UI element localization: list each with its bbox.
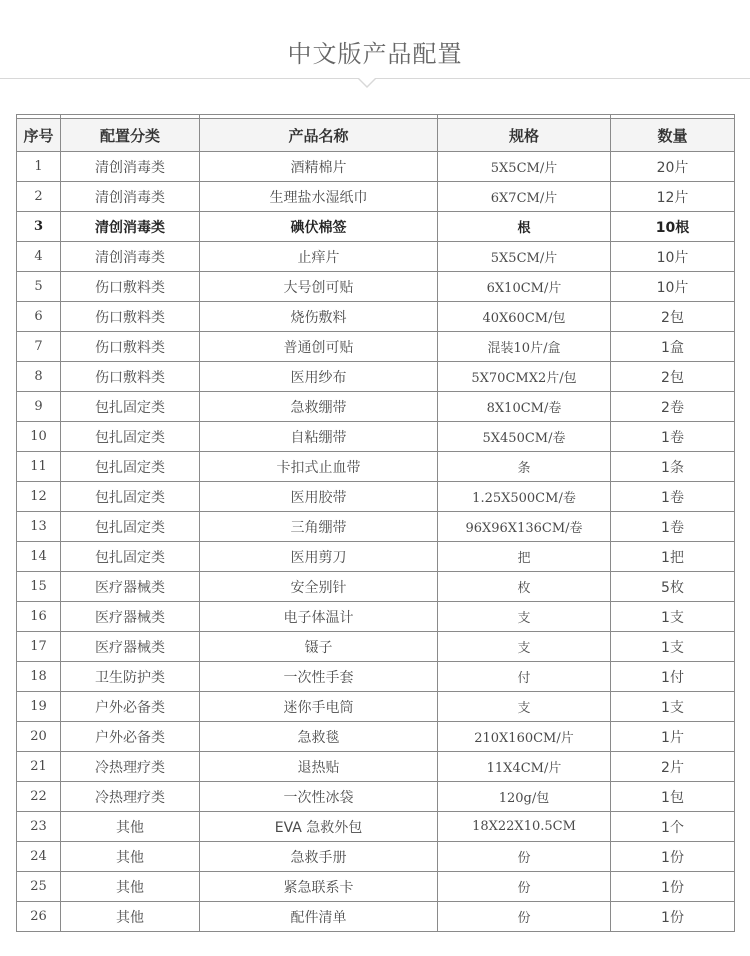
cell-quantity: 1卷 — [611, 482, 735, 512]
cell-index: 7 — [17, 332, 61, 362]
cell-index: 17 — [17, 632, 61, 662]
cell-category: 清创消毒类 — [61, 242, 200, 272]
cell-quantity: 2片 — [611, 752, 735, 782]
cell-spec: 96X96X136CM/卷 — [438, 512, 611, 542]
cell-product-name: 镊子 — [200, 632, 438, 662]
cell-category: 包扎固定类 — [61, 512, 200, 542]
cell-index: 9 — [17, 392, 61, 422]
cell-spec: 1.25X500CM/卷 — [438, 482, 611, 512]
cell-spec: 5X5CM/片 — [438, 152, 611, 182]
cell-quantity: 1份 — [611, 872, 735, 902]
header-category: 配置分类 — [61, 119, 200, 152]
table-row — [17, 242, 735, 272]
cell-index: 26 — [17, 902, 61, 932]
cell-quantity: 1个 — [611, 812, 735, 842]
cell-quantity: 1份 — [611, 842, 735, 872]
cell-product-name: 急救手册 — [200, 842, 438, 872]
table-row — [17, 722, 735, 752]
cell-index: 8 — [17, 362, 61, 392]
cell-quantity: 1支 — [611, 632, 735, 662]
cell-category: 清创消毒类 — [61, 212, 200, 242]
cell-index: 15 — [17, 572, 61, 602]
cell-category: 包扎固定类 — [61, 542, 200, 572]
table-row — [17, 812, 735, 842]
header-index: 序号 — [17, 119, 61, 152]
cell-spec: 120g/包 — [438, 782, 611, 812]
cell-quantity: 1卷 — [611, 422, 735, 452]
header-quantity: 数量 — [611, 119, 735, 152]
cell-category: 伤口敷料类 — [61, 272, 200, 302]
table-row — [17, 332, 735, 362]
table-row — [17, 212, 735, 242]
cell-category: 卫生防护类 — [61, 662, 200, 692]
cell-spec: 支 — [438, 602, 611, 632]
cell-product-name: 配件清单 — [200, 902, 438, 932]
table-row — [17, 872, 735, 902]
cell-product-name: 一次性手套 — [200, 662, 438, 692]
cell-quantity: 1卷 — [611, 512, 735, 542]
cell-product-name: 止痒片 — [200, 242, 438, 272]
cell-category: 冷热理疗类 — [61, 752, 200, 782]
cell-spec: 8X10CM/卷 — [438, 392, 611, 422]
cell-quantity: 1支 — [611, 692, 735, 722]
cell-spec: 6X7CM/片 — [438, 182, 611, 212]
cell-quantity: 1条 — [611, 452, 735, 482]
cell-spec: 支 — [438, 692, 611, 722]
header-product-name: 产品名称 — [200, 119, 438, 152]
cell-index: 18 — [17, 662, 61, 692]
cell-category: 包扎固定类 — [61, 392, 200, 422]
cell-product-name: 碘伏棉签 — [200, 212, 438, 242]
table-row — [17, 782, 735, 812]
cell-category: 伤口敷料类 — [61, 302, 200, 332]
cell-quantity: 20片 — [611, 152, 735, 182]
cell-index: 20 — [17, 722, 61, 752]
cell-index: 19 — [17, 692, 61, 722]
cell-category: 其他 — [61, 812, 200, 842]
cell-index: 23 — [17, 812, 61, 842]
config-table — [16, 114, 735, 932]
cell-product-name: 电子体温计 — [200, 602, 438, 632]
cell-product-name: 安全别针 — [200, 572, 438, 602]
cell-spec: 6X10CM/片 — [438, 272, 611, 302]
cell-index: 1 — [17, 152, 61, 182]
table-row — [17, 542, 735, 572]
cell-index: 5 — [17, 272, 61, 302]
header-spec: 规格 — [438, 119, 611, 152]
cell-index: 3 — [17, 212, 61, 242]
config-table-wrapper — [16, 114, 734, 932]
cell-spec: 40X60CM/包 — [438, 302, 611, 332]
cell-product-name: 退热贴 — [200, 752, 438, 782]
cell-product-name: 迷你手电筒 — [200, 692, 438, 722]
table-row — [17, 482, 735, 512]
table-row — [17, 152, 735, 182]
cell-index: 16 — [17, 602, 61, 632]
cell-product-name: 酒精棉片 — [200, 152, 438, 182]
cell-index: 10 — [17, 422, 61, 452]
cell-spec: 枚 — [438, 572, 611, 602]
cell-spec: 份 — [438, 872, 611, 902]
cell-spec: 210X160CM/片 — [438, 722, 611, 752]
cell-quantity: 1盒 — [611, 332, 735, 362]
cell-quantity: 10片 — [611, 272, 735, 302]
table-row — [17, 662, 735, 692]
table-row — [17, 842, 735, 872]
cell-index: 24 — [17, 842, 61, 872]
cell-category: 其他 — [61, 842, 200, 872]
cell-index: 25 — [17, 872, 61, 902]
table-row — [17, 302, 735, 332]
cell-quantity: 1份 — [611, 902, 735, 932]
cell-spec: 5X450CM/卷 — [438, 422, 611, 452]
cell-product-name: 急救绷带 — [200, 392, 438, 422]
table-header-row — [17, 119, 735, 152]
cell-category: 清创消毒类 — [61, 152, 200, 182]
cell-index: 12 — [17, 482, 61, 512]
cell-quantity: 1片 — [611, 722, 735, 752]
cell-index: 4 — [17, 242, 61, 272]
cell-spec: 份 — [438, 842, 611, 872]
cell-product-name: 生理盐水湿纸巾 — [200, 182, 438, 212]
cell-quantity: 1付 — [611, 662, 735, 692]
table-row — [17, 752, 735, 782]
cell-category: 伤口敷料类 — [61, 362, 200, 392]
cell-quantity: 5枚 — [611, 572, 735, 602]
cell-product-name: 一次性冰袋 — [200, 782, 438, 812]
cell-quantity: 2包 — [611, 362, 735, 392]
table-row — [17, 902, 735, 932]
cell-product-name: 急救毯 — [200, 722, 438, 752]
cell-category: 医疗器械类 — [61, 572, 200, 602]
cell-spec: 5X5CM/片 — [438, 242, 611, 272]
table-row — [17, 692, 735, 722]
cell-category: 其他 — [61, 872, 200, 902]
cell-spec: 支 — [438, 632, 611, 662]
cell-product-name: 三角绷带 — [200, 512, 438, 542]
cell-category: 户外必备类 — [61, 722, 200, 752]
cell-index: 11 — [17, 452, 61, 482]
cell-spec: 18X22X10.5CM — [438, 812, 611, 842]
table-row — [17, 602, 735, 632]
table-row — [17, 392, 735, 422]
cell-product-name: 医用剪刀 — [200, 542, 438, 572]
cell-index: 21 — [17, 752, 61, 782]
table-row — [17, 572, 735, 602]
table-row — [17, 632, 735, 662]
cell-product-name: EVA 急救外包 — [200, 812, 438, 842]
table-row — [17, 452, 735, 482]
cell-quantity: 10根 — [611, 212, 735, 242]
cell-spec: 混装10片/盒 — [438, 332, 611, 362]
cell-category: 伤口敷料类 — [61, 332, 200, 362]
cell-quantity: 1支 — [611, 602, 735, 632]
cell-spec: 根 — [438, 212, 611, 242]
cell-category: 包扎固定类 — [61, 482, 200, 512]
cell-quantity: 10片 — [611, 242, 735, 272]
table-body — [17, 152, 735, 932]
cell-spec: 11X4CM/片 — [438, 752, 611, 782]
cell-product-name: 大号创可贴 — [200, 272, 438, 302]
table-row — [17, 272, 735, 302]
cell-spec: 条 — [438, 452, 611, 482]
cell-product-name: 普通创可贴 — [200, 332, 438, 362]
cell-index: 13 — [17, 512, 61, 542]
cell-index: 14 — [17, 542, 61, 572]
cell-product-name: 医用胶带 — [200, 482, 438, 512]
cell-index: 2 — [17, 182, 61, 212]
cell-product-name: 烧伤敷料 — [200, 302, 438, 332]
divider-pointer-inner — [359, 78, 375, 86]
cell-product-name: 卡扣式止血带 — [200, 452, 438, 482]
cell-index: 22 — [17, 782, 61, 812]
cell-index: 6 — [17, 302, 61, 332]
cell-category: 医疗器械类 — [61, 632, 200, 662]
cell-quantity: 2卷 — [611, 392, 735, 422]
cell-quantity: 1包 — [611, 782, 735, 812]
table-row — [17, 182, 735, 212]
cell-product-name: 医用纱布 — [200, 362, 438, 392]
cell-spec: 份 — [438, 902, 611, 932]
cell-quantity: 1把 — [611, 542, 735, 572]
cell-quantity: 12片 — [611, 182, 735, 212]
cell-category: 其他 — [61, 902, 200, 932]
cell-category: 医疗器械类 — [61, 602, 200, 632]
cell-product-name: 紧急联系卡 — [200, 872, 438, 902]
cell-category: 包扎固定类 — [61, 452, 200, 482]
cell-spec: 付 — [438, 662, 611, 692]
cell-category: 包扎固定类 — [61, 422, 200, 452]
cell-category: 冷热理疗类 — [61, 782, 200, 812]
table-row — [17, 422, 735, 452]
cell-category: 清创消毒类 — [61, 182, 200, 212]
cell-spec: 5X70CMX2片/包 — [438, 362, 611, 392]
cell-spec: 把 — [438, 542, 611, 572]
page-title: 中文版产品配置 — [287, 40, 463, 68]
table-row — [17, 362, 735, 392]
cell-quantity: 2包 — [611, 302, 735, 332]
cell-category: 户外必备类 — [61, 692, 200, 722]
table-row — [17, 512, 735, 542]
cell-product-name: 自粘绷带 — [200, 422, 438, 452]
